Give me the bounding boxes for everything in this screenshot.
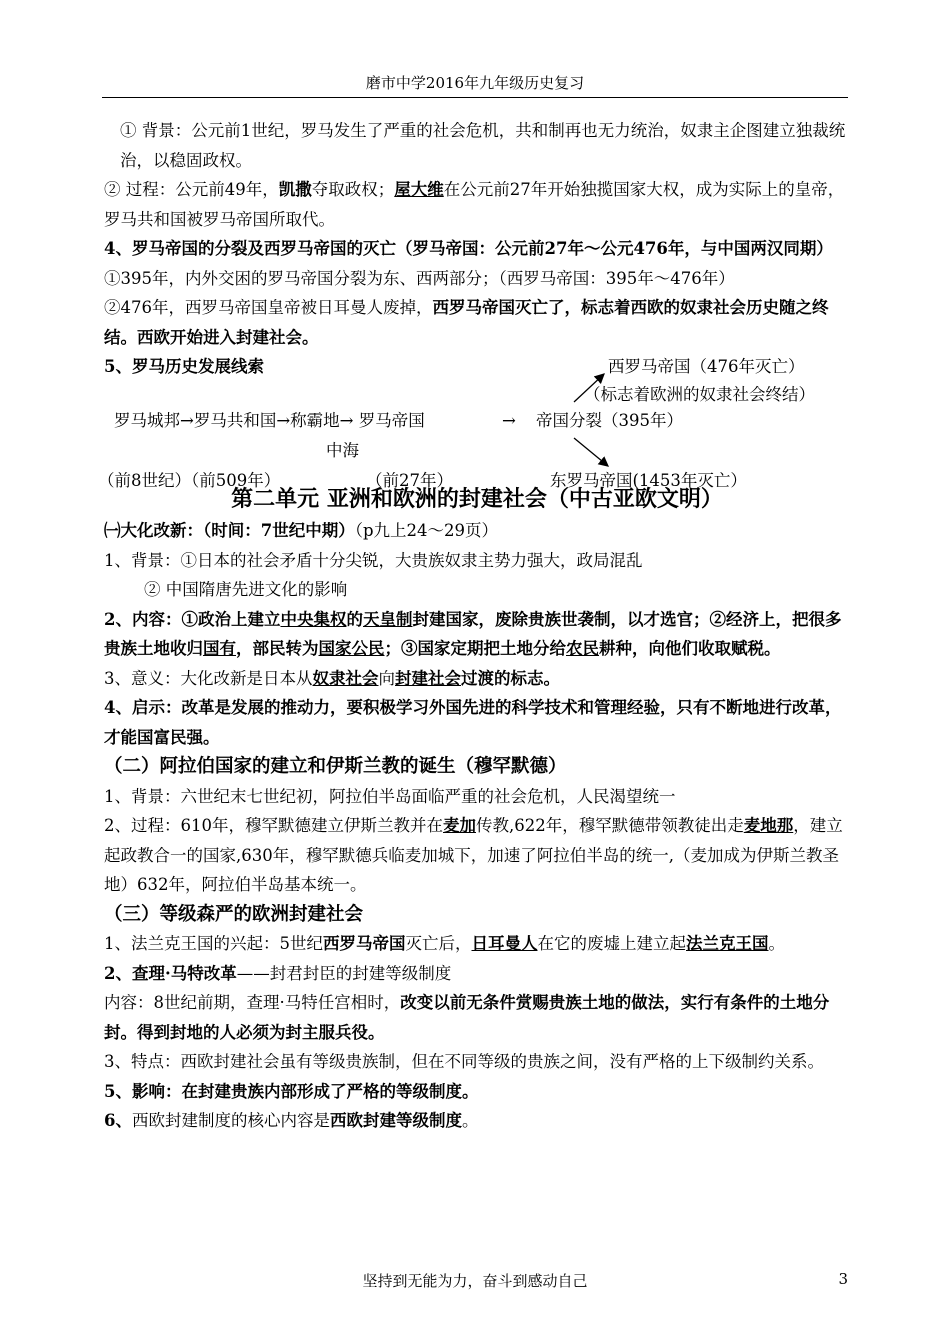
taika-heading [104,516,850,546]
text: 在它的废墟上建立起 [537,934,686,953]
flow-arrow: → [502,411,516,430]
arrow-down [574,438,608,466]
key-term: 国家公民 [318,639,385,658]
key-term-mecca: 麦加 [443,816,476,835]
charles-content [104,988,850,1047]
flow-chain-continued: 中海 [326,441,359,460]
flow-chain: 罗马城邦→罗马共和国→称霸地→ 罗马帝国 [114,411,425,430]
feudal-heading: （三）等级森严的欧洲封建社会 [104,903,364,925]
section-4-point-1: ①395年，内外交困的罗马帝国分裂为东、西两部分；（西罗马帝国：395年～476年） [104,268,735,288]
flow-west-rome: 西罗马帝国（476年灭亡） [608,357,805,376]
key-term: 西罗马帝国 [323,934,406,953]
text: 封建国家，废除贵族世袭制，以才选官；②经济上，把很多贵族土地收归 [104,609,842,658]
text: ② 过程：公元前49年， [104,180,279,199]
feudal-trait: 3、特点：西欧封建社会虽有等级贵族制，但在不同等级的贵族之间，没有严格的上下级制约关系。 [104,1052,824,1071]
text: 内容：8世纪前期，查理·马特任宫相时， [104,993,401,1012]
flow-east-rome: 东罗马帝国(1453年灭亡） [550,471,747,490]
rome-background: ① 背景：公元前1世纪，罗马发生了严重的社会危机，共和制再也无力统治，奴隶主企图建立独裁统治，以稳固政权。 [120,121,846,170]
text: 传教,622年，穆罕默德带领教徒出走 [476,816,744,835]
arab-heading: （二）阿拉伯国家的建立和伊斯兰教的诞生（穆罕默德） [104,756,567,777]
section-4-point-2 [104,293,850,352]
text: ，部民转为 [236,639,319,658]
page-content [98,116,850,1136]
text: 2、查理·马特改革 [104,963,237,983]
text: 在公元前27年开始独揽国家大权，成为实际上的皇帝，罗马共和国被罗马帝国所取代。 [104,180,845,229]
text: 。 [461,1111,479,1130]
rome-timeline-diagram [98,352,850,490]
text: ；③国家定期把土地分给 [384,639,566,658]
key-term: 国有 [203,639,236,658]
taika-background: 1、背景：①日本的社会矛盾十分尖锐，大贵族奴隶主势力强大，政局混乱 [104,550,643,570]
key-term: 封建社会 [395,668,461,688]
unit-2-title: 第二单元 亚洲和欧洲的封建社会（中古亚欧文明） [231,486,723,512]
text: 2、过程：610年，穆罕默德建立伊斯兰教并在 [104,816,443,835]
text: 3、意义：大化改新是日本从 [104,668,313,688]
taika-pages: （p九上24～29页） [354,521,499,540]
charles-reform [104,959,850,989]
key-term: 奴隶社会 [312,668,379,688]
feudal-core [104,1106,850,1136]
key-term: 农民 [566,639,599,658]
taika-content [104,605,850,664]
highlight-fall-of-west-rome: 西罗马帝国灭亡了，标志着西欧的奴隶社会历史随之终结。西欧开始进入封建社会。 [104,298,829,347]
arab-background: 1、背景：六世纪末七世纪初，阿拉伯半岛面临严重的社会危机，人民渴望统一 [104,786,676,806]
key-term: 西欧封建等级制度 [329,1111,462,1130]
arrow-up [574,374,604,402]
frank-kingdom [104,929,850,959]
key-term: 天皇制 [362,609,413,629]
arab-process [104,811,850,900]
section-5-title: 5、罗马历史发展线索 [104,357,264,376]
text: 的 [346,609,363,629]
text: 过渡的标志。 [461,668,560,688]
highlight-caesar: 凯撒 [278,180,312,199]
key-term: 日耳曼人 [471,934,538,953]
footer-slogan: 坚持到无能为力，奋斗到感动自己 [362,1272,588,1290]
key-term: 法兰克王国 [686,934,769,953]
text: 夺取政权； [311,180,395,199]
header-rule [102,97,848,98]
text: 1、法兰克王国的兴起：5世纪 [104,934,323,953]
text: ——封君封臣的封建等级制度 [236,963,452,983]
text: 。 [768,934,785,953]
text: 6、 [104,1111,132,1130]
feudal-impact: 5、影响：在封建贵族内部形成了严格的等级制度。 [104,1081,479,1101]
section-4-title: 4、罗马帝国的分裂及西罗马帝国的灭亡（罗马帝国：公元前27年～公元476年，与中国两汉同期） [104,239,833,258]
page-header: 磨市中学2016年九年级历史复习 [365,74,585,92]
flow-split: 帝国分裂（395年） [536,411,683,430]
flow-dates: （前8世纪）（前509年） [98,471,281,490]
flow-arrows [104,352,850,482]
key-term: 中央集权 [280,609,347,629]
taika-background-2: ② 中国隋唐先进文化的影响 [144,580,348,599]
text: 西欧封建制度的核心内容是 [131,1111,330,1130]
flow-west-note: （标志着欧洲的奴隶社会终结） [584,385,815,404]
taika-title: ㈠大化改新：（时间：7世纪中期） [104,521,355,540]
text: ②476年，西罗马帝国皇帝被日耳曼人废掉， [104,298,433,317]
taika-meaning [104,664,850,694]
text: 2、内容：①政治上建立 [104,609,281,629]
rome-process [104,175,850,234]
text: 耕种，向他们收取赋税。 [599,639,781,658]
text: 灭亡后， [405,934,472,953]
key-term-medina: 麦地那 [743,816,794,835]
highlight-octavian: 屋大维 [394,180,444,199]
flow-date-empire: （前27年） [366,471,453,490]
text: 向 [378,668,395,688]
text: 改变以前无条件赏赐贵族土地的做法，实行有条件的土地分封。得到封地的人必须为封主服兵役。 [104,993,830,1042]
taika-inspiration: 4、启示：改革是发展的推动力，要积极学习外国先进的科学技术和管理经验，只有不断地进行改革，才能国富民强。 [104,698,842,747]
text: ，建立起政教合一的国家,630年，穆罕默德兵临麦加城下，加速了阿拉伯半岛的统一,（麦加成为伊斯兰教圣地）632年，阿拉伯半岛基本统一。 [104,816,843,894]
page-number: 3 [838,1270,848,1288]
